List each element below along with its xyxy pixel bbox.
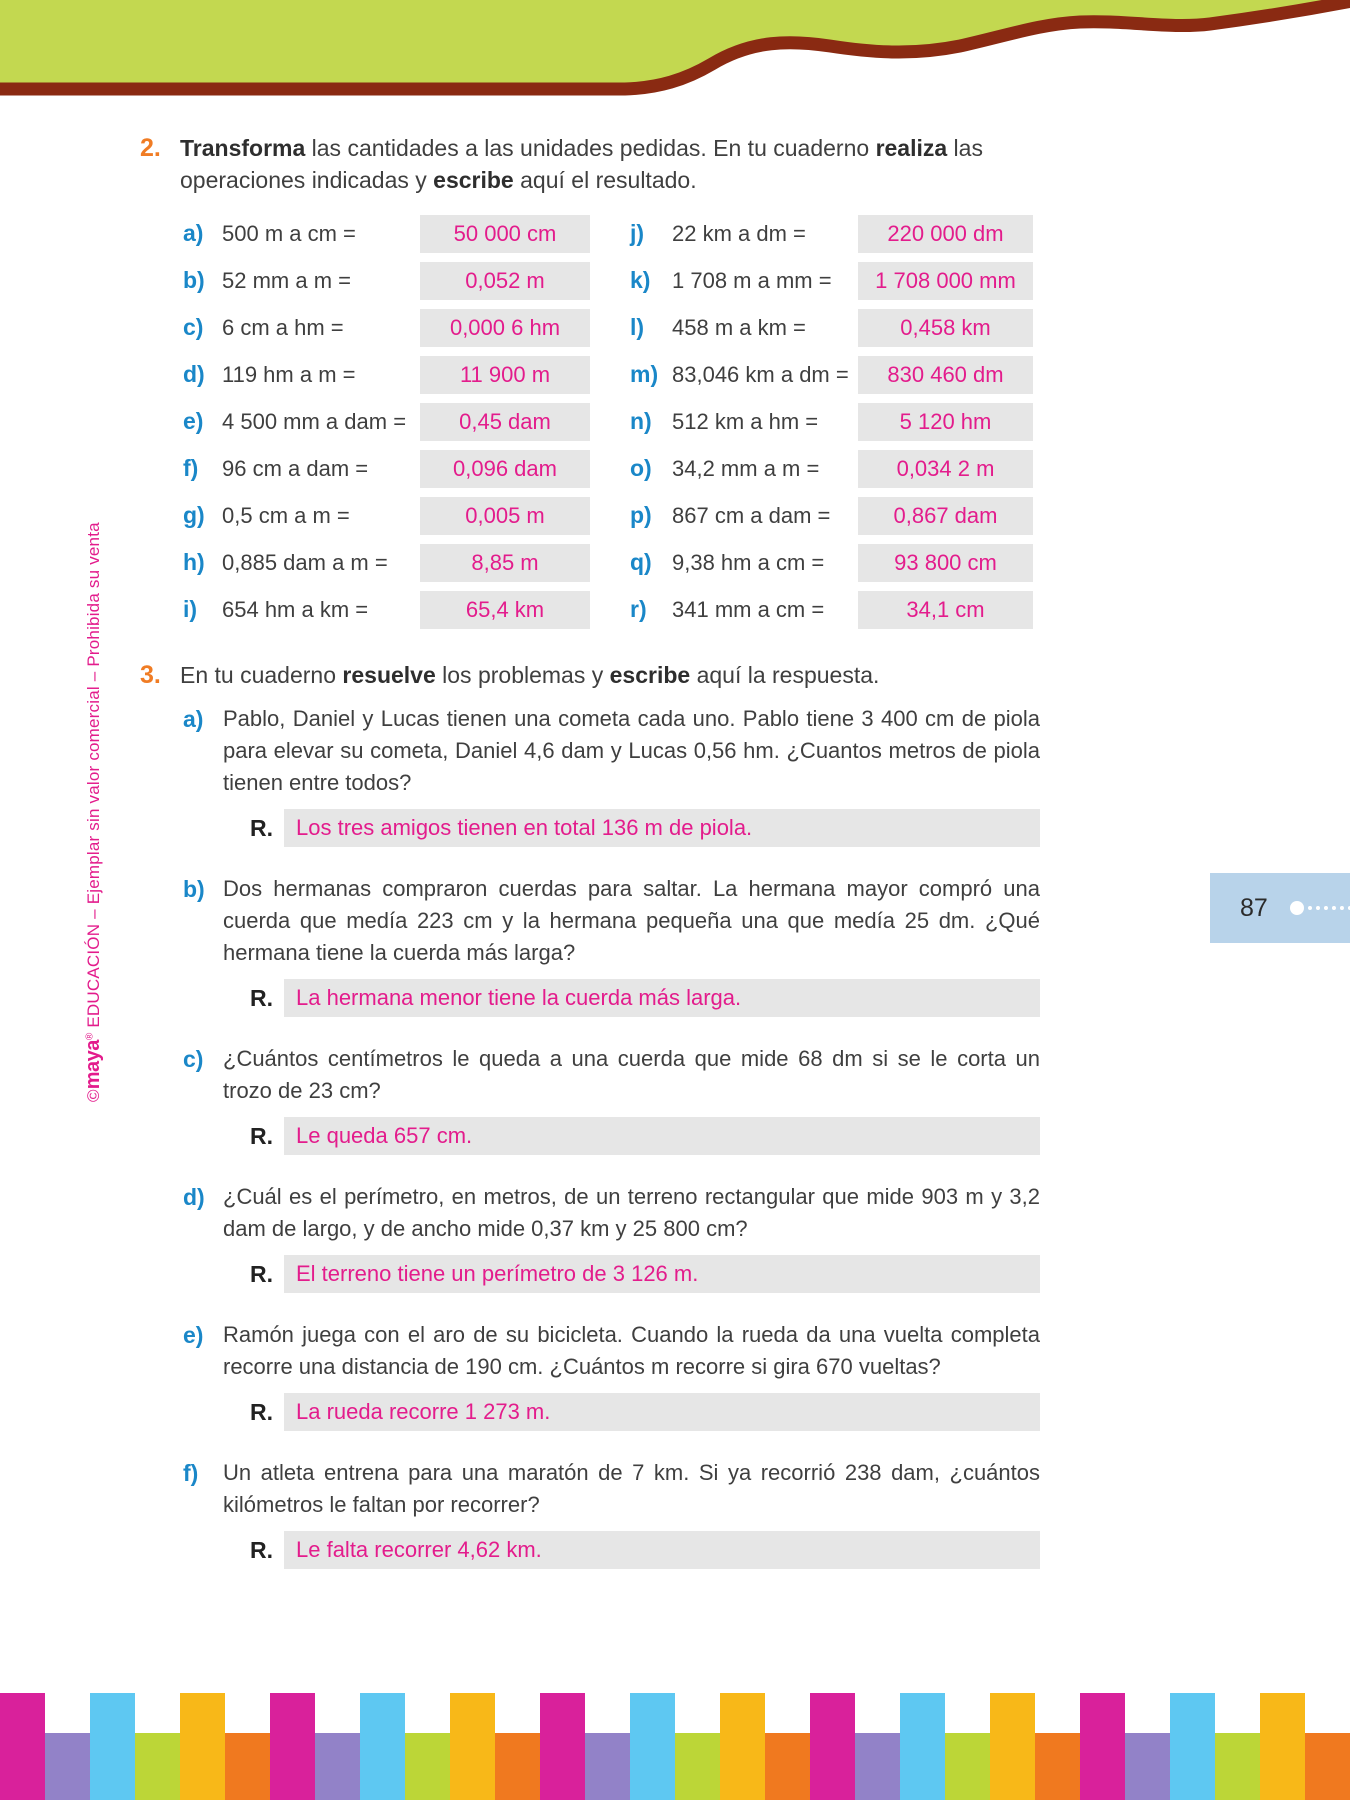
- tab-dotted-line: [1308, 906, 1350, 910]
- answer-value: 220 000 dm: [887, 220, 1004, 246]
- conversion-item: [630, 398, 1033, 445]
- word-problem: [183, 703, 1040, 873]
- answer-value: 93 800 cm: [894, 549, 997, 575]
- answer-box: [858, 544, 1033, 582]
- item-expression: 512 km a hm =: [672, 408, 819, 434]
- item-letter: q): [630, 549, 652, 575]
- item-letter: n): [630, 408, 652, 434]
- footer-bar: [585, 1733, 630, 1800]
- item-expression: 341 mm a cm =: [672, 596, 825, 622]
- item-letter: r): [630, 596, 647, 622]
- header-wave-decoration: [0, 0, 1350, 110]
- conversion-item: [183, 398, 590, 445]
- problem-letter: f): [183, 1460, 199, 1486]
- exercise-2-number: 2.: [140, 134, 161, 162]
- conversion-column-left: [183, 210, 590, 633]
- footer-bar: [540, 1693, 585, 1800]
- answer-label: R.: [250, 1536, 273, 1563]
- item-expression: 458 m a km =: [672, 314, 806, 340]
- problem-body: [223, 703, 1040, 873]
- conversion-item: [630, 586, 1033, 633]
- answer-value: 0,45 dam: [459, 408, 551, 434]
- answer-box: [858, 262, 1033, 300]
- word-problem: [183, 1457, 1040, 1595]
- footer-bar: [270, 1693, 315, 1800]
- footer-bar: [765, 1733, 810, 1800]
- conversion-item: [630, 351, 1033, 398]
- exercise-3-number: 3.: [140, 661, 161, 689]
- word-problem: [183, 1181, 1040, 1319]
- answer-label: R.: [250, 1398, 273, 1425]
- conversion-item: [630, 539, 1033, 586]
- registered-symbol: ®: [84, 1032, 96, 1041]
- answer-box: [284, 1393, 1040, 1431]
- answer-row: [250, 1531, 1040, 1569]
- item-expression: 0,5 cm a m =: [222, 502, 350, 528]
- footer-bar: [945, 1733, 990, 1800]
- item-expression: 6 cm a hm =: [222, 314, 344, 340]
- conversion-item: [183, 539, 590, 586]
- conversion-item: [183, 210, 590, 257]
- answer-value: 8,85 m: [471, 549, 539, 575]
- problem-letter: e): [183, 1322, 204, 1348]
- answer-box: [420, 591, 590, 629]
- footer-bar: [495, 1733, 540, 1800]
- footer-bar: [855, 1733, 900, 1800]
- word-problems-list: [183, 703, 1040, 1595]
- footer-bar: [900, 1693, 945, 1800]
- item-letter: d): [183, 361, 205, 387]
- footer-bar: [720, 1693, 765, 1800]
- item-expression: 9,38 hm a cm =: [672, 549, 825, 575]
- footer-bar: [630, 1693, 675, 1800]
- conversion-item: [183, 586, 590, 633]
- word-problem: [183, 1319, 1040, 1457]
- answer-box: [284, 1117, 1040, 1155]
- answer-value: 0,034 2 m: [896, 455, 995, 481]
- problem-body: [223, 873, 1040, 1043]
- page-number: 87: [1240, 893, 1268, 922]
- item-letter: i): [183, 596, 198, 622]
- answer-box: [420, 309, 590, 347]
- item-letter: k): [630, 267, 651, 293]
- footer-bar: [180, 1693, 225, 1800]
- footer-bar: [315, 1733, 360, 1800]
- item-expression: 52 mm a m =: [222, 267, 351, 293]
- conversion-item: [183, 304, 590, 351]
- conversion-item: [630, 257, 1033, 304]
- answer-label: R.: [250, 1122, 273, 1149]
- conversion-column-right: [630, 210, 1033, 633]
- footer-bar: [0, 1693, 45, 1800]
- conversion-item: [183, 257, 590, 304]
- exercise-3-instruction: En tu cuaderno resuelve los problemas y escribe aquí la respuesta.: [180, 662, 880, 688]
- conversion-item: [183, 492, 590, 539]
- answer-box: [420, 403, 590, 441]
- answer-box: [284, 1255, 1040, 1293]
- exercise-2-header: [140, 132, 1040, 196]
- answer-row: [250, 1255, 1040, 1293]
- item-expression: 34,2 mm a m =: [672, 455, 820, 481]
- footer-bar: [1125, 1733, 1170, 1800]
- footer-bar: [450, 1693, 495, 1800]
- problem-text: ¿Cuál es el perímetro, en metros, de un terreno rectangular que mide 903 m y 3,2 dam de largo, y de ancho mide 0,37 km y 25 800 cm?: [223, 1184, 1040, 1241]
- conversion-item: [630, 492, 1033, 539]
- footer-bars-decoration: [0, 1693, 1350, 1800]
- item-letter: l): [630, 314, 645, 340]
- word-problem: [183, 873, 1040, 1043]
- conversion-item: [183, 351, 590, 398]
- exercise-2-instruction: Transforma las cantidades a las unidades pedidas. En tu cuaderno realiza las operaciones indicadas y escribe aquí el resultado.: [180, 135, 983, 193]
- problem-body: [223, 1181, 1040, 1319]
- problem-letter: c): [183, 1046, 204, 1072]
- problem-text: Dos hermanas compraron cuerdas para saltar. La hermana mayor compró una cuerda que medía 223 cm y la hermana pequeña una que medía 25 dm. ¿Qué hermana tiene la cuerda más larga?: [223, 876, 1040, 965]
- footer-bar: [1260, 1693, 1305, 1800]
- item-expression: 96 cm a dam =: [222, 455, 369, 481]
- answer-text: La hermana menor tiene la cuerda más larga.: [296, 985, 742, 1010]
- conversion-grid: [183, 210, 1040, 633]
- answer-value: 11 900 m: [459, 361, 551, 387]
- answer-box: [858, 356, 1033, 394]
- footer-bar: [1215, 1733, 1260, 1800]
- item-expression: 83,046 km a dm =: [672, 361, 849, 387]
- problem-text: Pablo, Daniel y Lucas tienen una cometa cada uno. Pablo tiene 3 400 cm de piola para elevar su cometa, Daniel 4,6 dam y Lucas 0,56 hm. ¿Cuantos metros de piola tienen entre todos?: [223, 706, 1040, 795]
- item-expression: 1 708 m a mm =: [672, 267, 832, 293]
- publisher-logo: maya: [82, 1040, 104, 1090]
- answer-value: 65,4 km: [465, 596, 545, 622]
- answer-text: El terreno tiene un perímetro de 3 126 m.: [296, 1261, 699, 1286]
- answer-value: 0,052 m: [465, 267, 545, 293]
- footer-bar: [405, 1733, 450, 1800]
- answer-row: [250, 979, 1040, 1017]
- footer-bar: [810, 1693, 855, 1800]
- footer-bar: [225, 1733, 270, 1800]
- problem-letter: a): [183, 706, 204, 732]
- item-expression: 119 hm a m =: [222, 361, 356, 387]
- item-letter: e): [183, 408, 204, 434]
- answer-box: [284, 979, 1040, 1017]
- item-expression: 867 cm a dam =: [672, 502, 831, 528]
- answer-text: Le queda 657 cm.: [296, 1123, 473, 1148]
- item-letter: h): [183, 549, 205, 575]
- imprint-text: EDUCACIÓN – Ejemplar sin valor comercial – Prohibida su venta: [84, 522, 103, 1033]
- item-expression: 22 km a dm =: [672, 220, 806, 246]
- answer-value: 0,458 km: [900, 314, 991, 340]
- conversion-item: [630, 210, 1033, 257]
- exercise-3-header: [140, 659, 1040, 691]
- item-letter: c): [183, 314, 204, 340]
- answer-label: R.: [250, 1260, 273, 1287]
- problem-letter: d): [183, 1184, 205, 1210]
- footer-bar: [135, 1733, 180, 1800]
- answer-box: [858, 215, 1033, 253]
- item-letter: g): [183, 502, 205, 528]
- answer-box: [420, 544, 590, 582]
- footer-bar: [360, 1693, 405, 1800]
- item-letter: p): [630, 502, 652, 528]
- problem-letter: b): [183, 876, 205, 902]
- answer-value: 830 460 dm: [887, 361, 1004, 387]
- item-letter: b): [183, 267, 205, 293]
- problem-text: ¿Cuántos centímetros le queda a una cuerda que mide 68 dm si se le corta un trozo de 23 cm?: [223, 1046, 1040, 1103]
- copyright-symbol: ©: [84, 1089, 103, 1102]
- footer-bar: [90, 1693, 135, 1800]
- problem-body: [223, 1043, 1040, 1181]
- answer-row: [250, 1117, 1040, 1155]
- answer-box: [858, 309, 1033, 347]
- answer-box: [420, 450, 590, 488]
- answer-value: 34,1 cm: [906, 596, 985, 622]
- answer-label: R.: [250, 814, 273, 841]
- answer-value: 0,005 m: [465, 502, 545, 528]
- word-problem: [183, 1043, 1040, 1181]
- problem-text: Ramón juega con el aro de su bicicleta. Cuando la rueda da una vuelta completa recorre una distancia de 190 cm. ¿Cuántos m recorre si gira 670 vueltas?: [223, 1322, 1040, 1379]
- answer-value: 50 000 cm: [453, 220, 557, 246]
- answer-text: La rueda recorre 1 273 m.: [296, 1399, 551, 1424]
- answer-text: Le falta recorrer 4,62 km.: [296, 1537, 542, 1562]
- answer-box: [858, 403, 1033, 441]
- footer-bar: [1170, 1693, 1215, 1800]
- footer-bar: [990, 1693, 1035, 1800]
- answer-text: Los tres amigos tienen en total 136 m de piola.: [296, 815, 753, 840]
- item-letter: j): [630, 220, 645, 246]
- footer-bar: [45, 1733, 90, 1800]
- answer-box: [858, 591, 1033, 629]
- item-letter: m): [630, 361, 659, 387]
- footer-bar: [1305, 1733, 1350, 1800]
- conversion-item: [183, 445, 590, 492]
- answer-value: 0,000 6 hm: [449, 314, 561, 340]
- footer-bar: [675, 1733, 720, 1800]
- answer-value: 0,867 dam: [893, 502, 998, 528]
- answer-value: 1 708 000 mm: [875, 267, 1016, 293]
- page-content: [140, 132, 1040, 1595]
- answer-value: 5 120 hm: [899, 408, 992, 434]
- answer-box: [284, 1531, 1040, 1569]
- conversion-item: [630, 304, 1033, 351]
- item-letter: a): [183, 220, 204, 246]
- item-letter: o): [630, 455, 652, 481]
- footer-bar: [1035, 1733, 1080, 1800]
- answer-value: 0,096 dam: [453, 455, 557, 481]
- problem-text: Un atleta entrena para una maratón de 7 km. Si ya recorrió 238 dam, ¿cuántos kilómetros le faltan por recorrer?: [223, 1460, 1040, 1517]
- answer-label: R.: [250, 984, 273, 1011]
- problem-body: [223, 1457, 1040, 1595]
- problem-body: [223, 1319, 1040, 1457]
- tab-dot-icon: [1290, 901, 1304, 915]
- answer-box: [420, 262, 590, 300]
- answer-box: [420, 497, 590, 535]
- answer-box: [420, 215, 590, 253]
- item-expression: 654 hm a km =: [222, 596, 369, 622]
- answer-box: [284, 809, 1040, 847]
- edition-imprint: [82, 522, 105, 1102]
- footer-bar: [1080, 1693, 1125, 1800]
- item-expression: 4 500 mm a dam =: [222, 408, 407, 434]
- page-number-tab: [1210, 873, 1350, 943]
- item-letter: f): [183, 455, 199, 481]
- item-expression: 500 m a cm =: [222, 220, 356, 246]
- conversion-item: [630, 445, 1033, 492]
- item-expression: 0,885 dam a m =: [222, 549, 388, 575]
- answer-row: [250, 1393, 1040, 1431]
- answer-box: [858, 497, 1033, 535]
- answer-box: [858, 450, 1033, 488]
- answer-row: [250, 809, 1040, 847]
- answer-box: [420, 356, 590, 394]
